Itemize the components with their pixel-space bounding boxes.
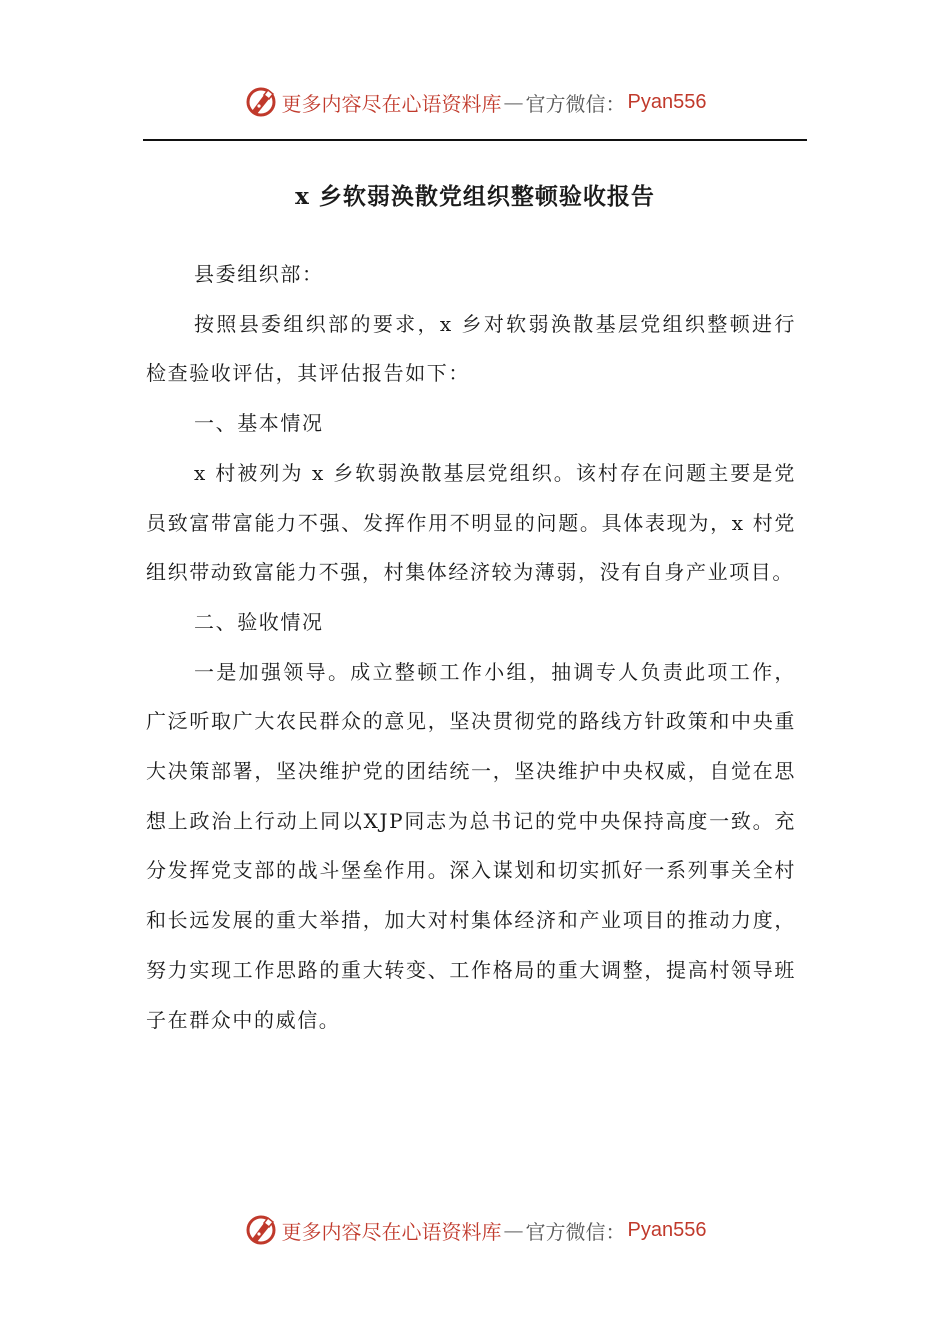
banner-brand-text: 更多内容尽在心语资料库	[281, 91, 502, 116]
banner-official-label: 官方微信：	[525, 1219, 626, 1244]
section1-paragraph: x 村被列为 x 乡软弱涣散基层党组织。该村存在问题主要是党员致富带富能力不强、发挥作用不明显的问题。具体表现为，x 村党组织带动致富能力不强，村集体经济较为薄弱，没有自身产业项目。	[146, 460, 796, 585]
section2-paragraph: 一是加强领导。成立整顿工作小组，抽调专人负责此项工作，广泛听取广大农民群众的意见，坚决贯彻党的路线方针政策和中央重大决策部署，坚决维护党的团结统一，坚决维护中央权威，自觉在思想上政治上行动上同以XJP同志为总书记的党中央保持高度一致。充分发挥党支部的战斗堡垒作用。深入谋划和切实抓好一系列事关全村和长远发展的重大举措，加大对村集体经济和产业项目的推动力度，努力实现工作思路的重大转变、工作格局的重大调整，提高村领导班子在群众中的威信。	[146, 659, 796, 1032]
banner-official-label: 官方微信：	[525, 91, 626, 116]
salutation: 县委组织部：	[194, 262, 324, 286]
document-title: x 乡软弱涣散党组织整顿验收报告	[295, 183, 655, 210]
document-body	[146, 250, 796, 1045]
footer-banner	[0, 1210, 950, 1250]
pen-nib-logo-icon	[244, 1213, 278, 1247]
header-banner	[0, 82, 950, 122]
pen-nib-logo-icon	[244, 85, 278, 119]
banner-separator: —	[503, 90, 524, 114]
banner-wechat-id: Pyan556	[627, 1218, 707, 1241]
intro-paragraph: 按照县委组织部的要求，x 乡对软弱涣散基层党组织整顿进行检查验收评估，其评估报告如下：	[146, 311, 796, 386]
banner-separator: —	[503, 1218, 524, 1242]
banner-brand-text: 更多内容尽在心语资料库	[281, 1219, 502, 1244]
banner-wechat-id: Pyan556	[627, 90, 707, 113]
header-divider	[143, 139, 807, 141]
section2-heading: 二、验收情况	[194, 609, 324, 634]
section1-heading: 一、基本情况	[194, 411, 324, 436]
